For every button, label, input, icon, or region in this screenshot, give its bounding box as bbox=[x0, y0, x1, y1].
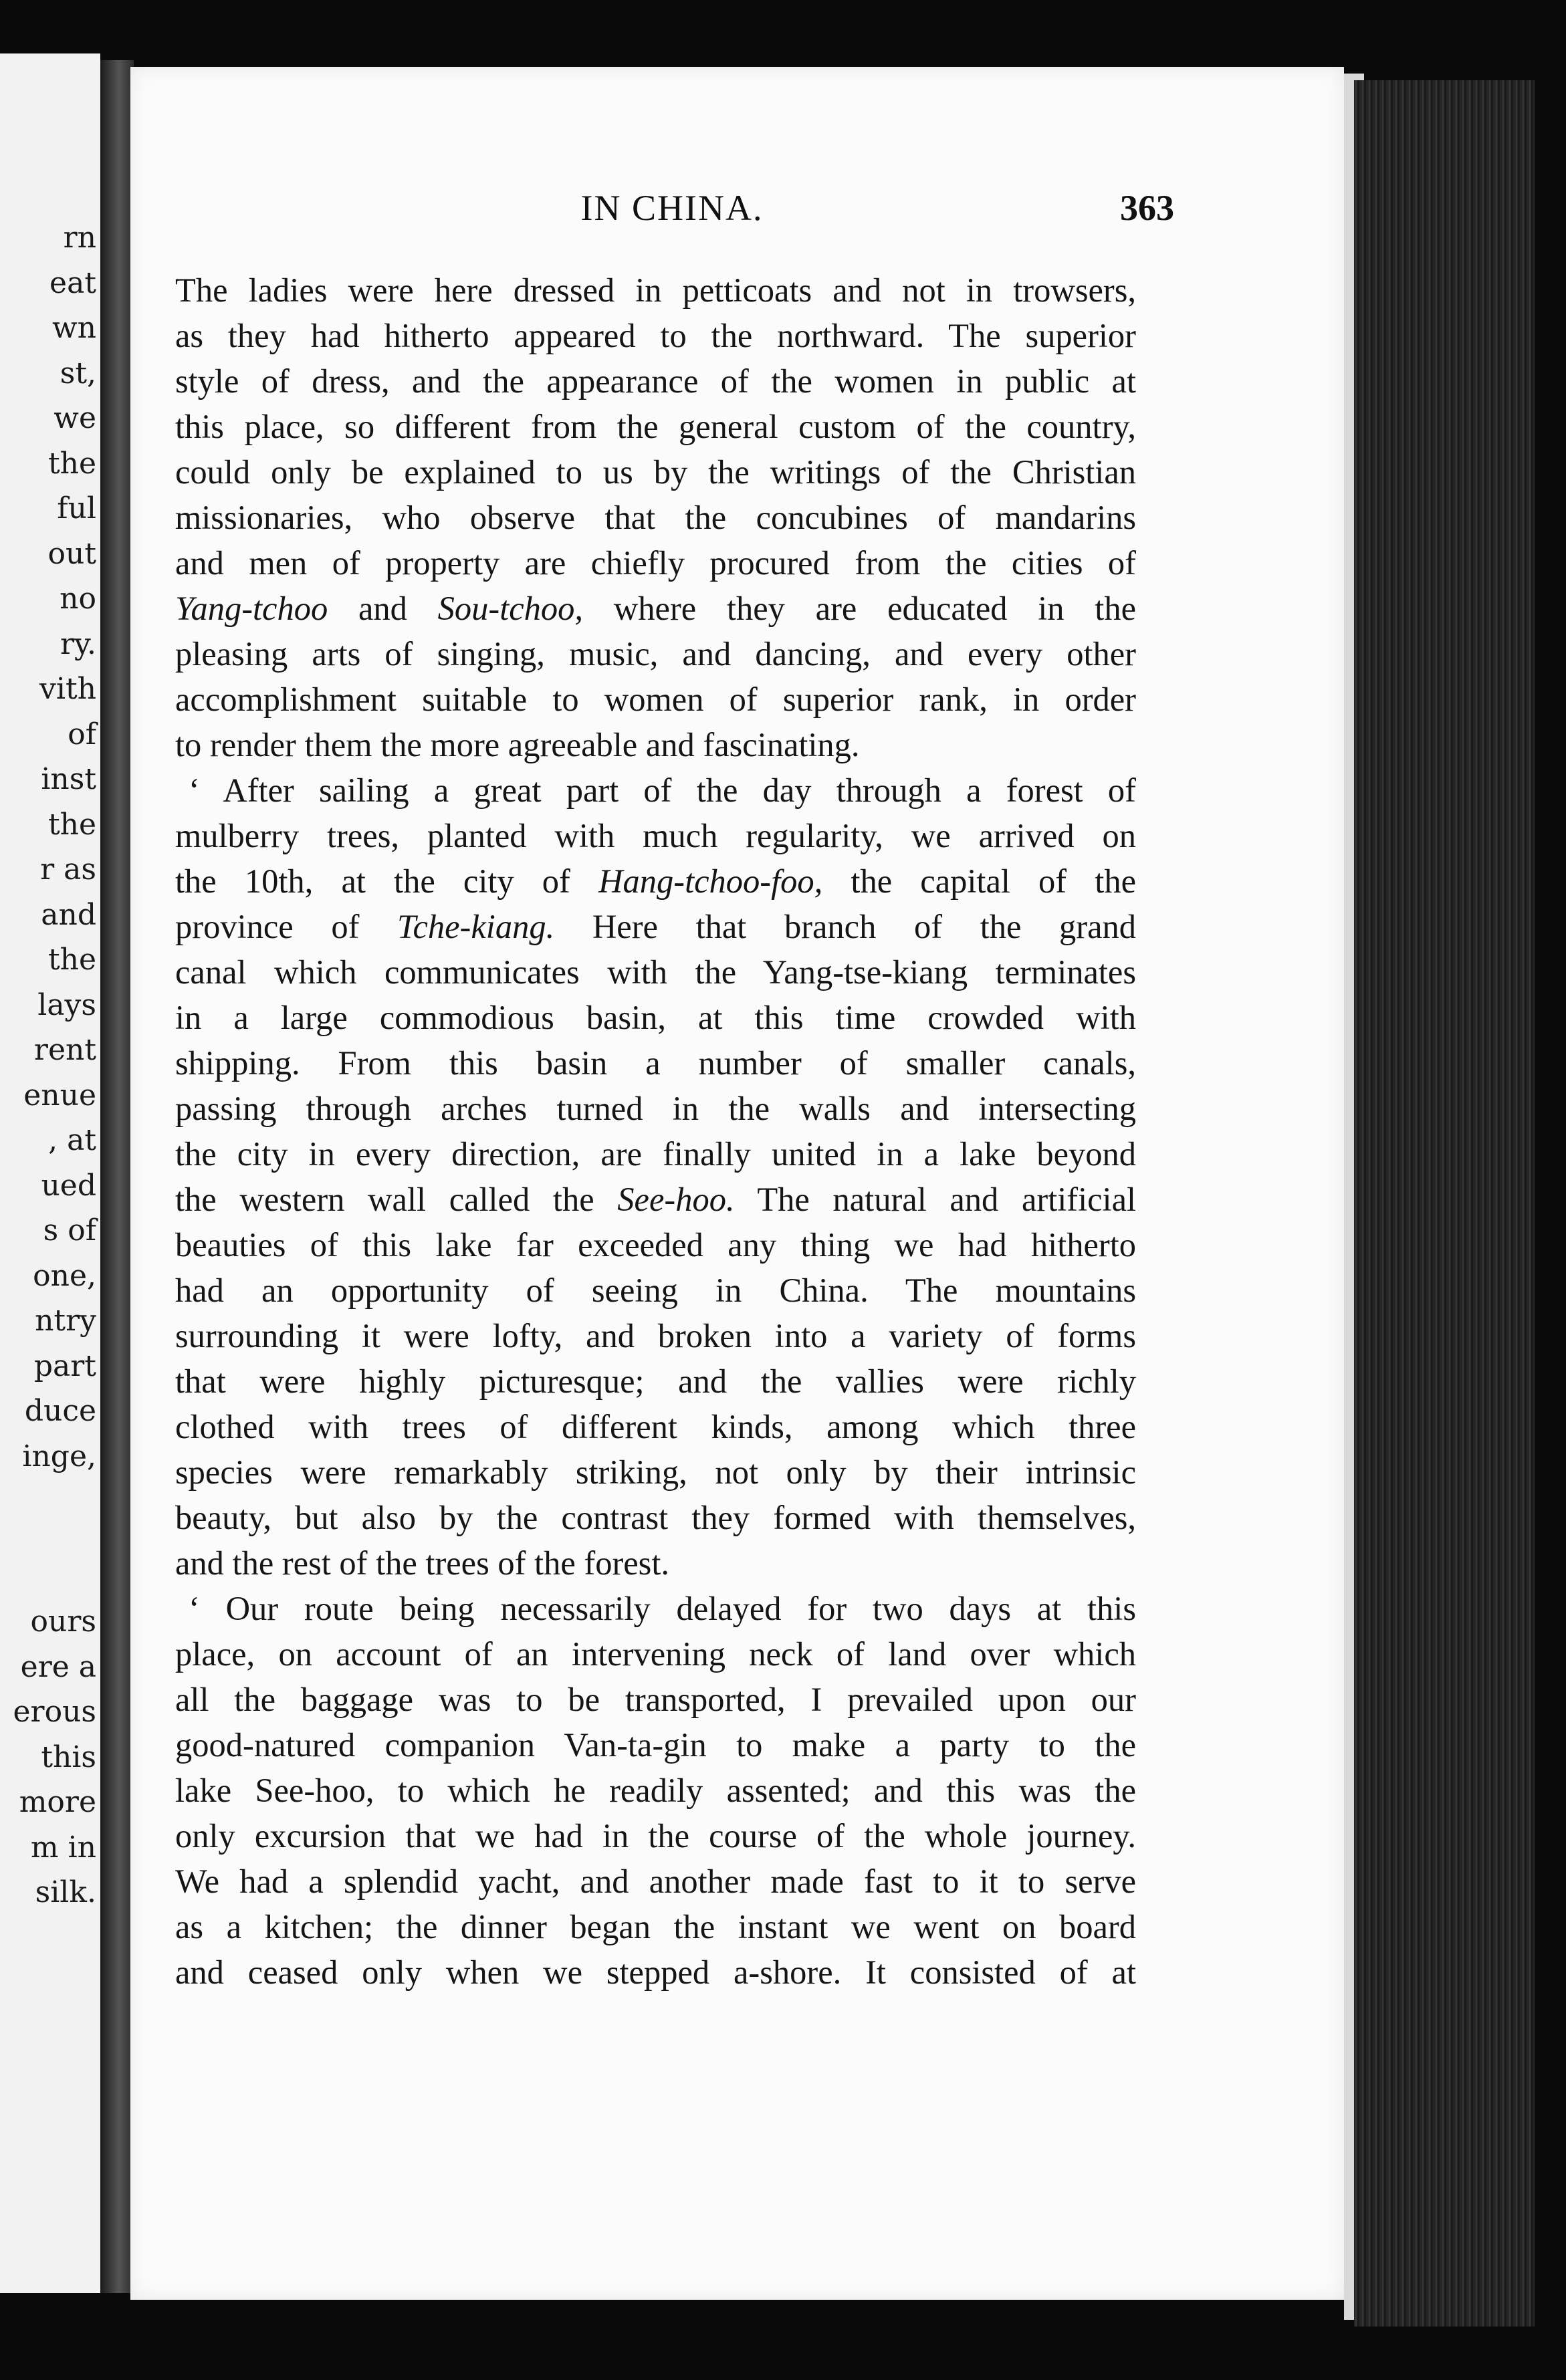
text-run: passing through arches turned in the walls and intersecting bbox=[175, 1090, 1136, 1127]
facing-page-fragment: this bbox=[41, 1740, 96, 1774]
text-run: clothed with trees of different kinds, among which three bbox=[175, 1408, 1136, 1445]
text-run: all the baggage was to be transported, I prevailed upon our bbox=[175, 1681, 1136, 1718]
text-run: ‘ After sailing a great part of the day through a forest of bbox=[189, 771, 1136, 809]
text-run: the 10th, at the city of bbox=[175, 862, 599, 900]
text-line bbox=[175, 1177, 1136, 1222]
text-line bbox=[175, 1222, 1136, 1268]
facing-page-fragment: the bbox=[47, 943, 96, 977]
text-line bbox=[175, 449, 1136, 495]
text-line bbox=[175, 495, 1136, 540]
running-title: IN CHINA. bbox=[580, 188, 764, 228]
text-line bbox=[175, 1949, 1136, 1995]
facing-page-left bbox=[0, 53, 100, 2293]
text-line bbox=[175, 722, 1136, 767]
text-run: The natural and artificial bbox=[734, 1181, 1137, 1218]
text-run: the capital of the bbox=[822, 862, 1136, 900]
facing-page-fragment: silk. bbox=[35, 1875, 96, 1909]
text-line bbox=[175, 1631, 1136, 1677]
text-run: had an opportunity of seeing in China. The mountains bbox=[175, 1272, 1136, 1309]
text-run: the city in every direction, are finally united in a lake beyond bbox=[175, 1135, 1136, 1173]
text-line bbox=[175, 677, 1136, 722]
facing-page-fragment: r as bbox=[40, 852, 96, 886]
text-line bbox=[175, 540, 1136, 586]
italic-run: Tche-kiang. bbox=[397, 908, 555, 945]
text-run: this place, so different from the general custom of the country, bbox=[175, 408, 1136, 445]
paragraph bbox=[175, 767, 1136, 1586]
text-run: species were remarkably striking, not only by their intrinsic bbox=[175, 1453, 1136, 1491]
text-run: surrounding it were lofty, and broken into a variety of forms bbox=[175, 1317, 1136, 1354]
text-line bbox=[175, 1404, 1136, 1449]
italic-run: Hang-tchoo-foo, bbox=[598, 862, 823, 900]
text-run: missionaries, who observe that the concubines of mandarins bbox=[175, 499, 1136, 536]
facing-page-fragment: , at bbox=[48, 1123, 96, 1157]
text-run: style of dress, and the appearance of the women in public at bbox=[175, 362, 1136, 400]
text-line bbox=[175, 631, 1136, 677]
facing-page-fragment: eat bbox=[49, 265, 96, 300]
facing-page-fragment: part bbox=[33, 1348, 96, 1383]
facing-page-fragment: vith bbox=[39, 672, 96, 706]
text-run: pleasing arts of singing, music, and dancing, and every other bbox=[175, 635, 1136, 673]
text-line bbox=[175, 358, 1136, 404]
text-line bbox=[175, 1859, 1136, 1904]
text-run: The ladies were here dressed in petticoats and not in trowsers, bbox=[175, 271, 1136, 309]
facing-page-fragment: m in bbox=[30, 1830, 96, 1865]
facing-page-fragment: one, bbox=[33, 1258, 96, 1293]
text-line bbox=[175, 1268, 1136, 1313]
facing-page-fragment: the bbox=[47, 446, 96, 481]
text-line bbox=[175, 404, 1136, 449]
text-run: accomplishment suitable to women of superior rank, in order bbox=[175, 681, 1136, 718]
text-run: lake See-hoo, to which he readily assented; and this was the bbox=[175, 1772, 1136, 1809]
text-line bbox=[175, 1813, 1136, 1859]
text-run: province of bbox=[175, 908, 398, 945]
page-number: 363 bbox=[1120, 188, 1174, 228]
text-line bbox=[175, 313, 1136, 358]
text-run: beauties of this lake far exceeded any thing we had hitherto bbox=[175, 1226, 1136, 1264]
running-head bbox=[130, 187, 1344, 241]
facing-page-fragment: the bbox=[47, 807, 96, 842]
facing-page-fragment: ntry bbox=[35, 1304, 96, 1338]
text-line bbox=[175, 858, 1136, 904]
text-run: that were highly picturesque; and the vallies were richly bbox=[175, 1362, 1136, 1400]
paragraph bbox=[175, 267, 1136, 767]
facing-page-fragment: erous bbox=[13, 1695, 96, 1729]
text-run: Here that branch of the grand bbox=[554, 908, 1137, 945]
facing-page-fragment: lays bbox=[37, 987, 96, 1022]
facing-page-fragment: ry. bbox=[60, 626, 96, 661]
text-run: and the rest of the trees of the forest. bbox=[175, 1544, 669, 1582]
facing-page-fragment: ere a bbox=[20, 1649, 96, 1684]
facing-page-fragment: inge, bbox=[22, 1439, 96, 1473]
text-run: and men of property are chiefly procured from the cities of bbox=[175, 544, 1136, 582]
page-stack-edge bbox=[1354, 80, 1535, 2327]
text-run: good-natured companion Van-ta-gin to make a party to the bbox=[175, 1726, 1136, 1764]
facing-page-fragment: no bbox=[60, 582, 96, 616]
facing-page-fragment: ued bbox=[41, 1168, 96, 1203]
text-line bbox=[175, 904, 1136, 949]
text-run: mulberry trees, planted with much regularity, we arrived on bbox=[175, 817, 1136, 854]
text-line bbox=[175, 1540, 1136, 1586]
text-run: to render them the more agreeable and fascinating. bbox=[175, 726, 860, 763]
text-line bbox=[175, 1449, 1136, 1495]
italic-run: Sou-tchoo, bbox=[437, 590, 584, 627]
text-line bbox=[175, 1495, 1136, 1540]
facing-page-fragment: ours bbox=[30, 1604, 96, 1639]
paragraph bbox=[175, 1586, 1136, 1995]
facing-page-fragment: st, bbox=[60, 356, 96, 390]
text-run: shipping. From this basin a number of smaller canals, bbox=[175, 1044, 1136, 1082]
text-line bbox=[175, 1131, 1136, 1177]
text-line bbox=[175, 1086, 1136, 1131]
text-line bbox=[175, 995, 1136, 1040]
text-line bbox=[175, 1904, 1136, 1949]
facing-page-fragment: more bbox=[19, 1785, 96, 1819]
body-text bbox=[175, 267, 1136, 1995]
text-run: as they had hitherto appeared to the northward. The superior bbox=[175, 317, 1136, 354]
facing-page-fragment: out bbox=[47, 536, 96, 571]
text-line bbox=[175, 1313, 1136, 1358]
facing-page-fragment: we bbox=[53, 401, 96, 435]
facing-page-fragment: enue bbox=[23, 1078, 96, 1112]
facing-page-fragment: rent bbox=[33, 1033, 96, 1067]
text-run: We had a splendid yacht, and another made fast to it to serve bbox=[175, 1863, 1136, 1900]
text-line bbox=[175, 1586, 1136, 1631]
book-gutter bbox=[100, 60, 134, 2293]
text-line bbox=[175, 949, 1136, 995]
text-run: where they are educated in the bbox=[583, 590, 1137, 627]
facing-page-fragment: rn bbox=[63, 221, 96, 255]
facing-page-fragment: s of bbox=[43, 1213, 96, 1247]
text-run: only excursion that we had in the course of the whole journey. bbox=[175, 1817, 1136, 1855]
text-run: the western wall called the bbox=[175, 1181, 618, 1218]
text-line bbox=[175, 267, 1136, 313]
text-run: canal which communicates with the Yang-tse-kiang terminates bbox=[175, 953, 1136, 991]
facing-page-fragment: inst bbox=[41, 762, 96, 796]
text-run: could only be explained to us by the writings of the Christian bbox=[175, 453, 1136, 491]
text-line bbox=[175, 767, 1136, 813]
text-line bbox=[175, 1768, 1136, 1813]
text-run: and ceased only when we stepped a-shore. It consisted of at bbox=[175, 1953, 1136, 1991]
facing-page-fragment: and bbox=[41, 897, 96, 932]
text-line bbox=[175, 1358, 1136, 1404]
text-run: and bbox=[328, 590, 438, 627]
text-run: in a large commodious basin, at this time crowded with bbox=[175, 999, 1136, 1036]
text-run: place, on account of an intervening neck of land over which bbox=[175, 1635, 1136, 1673]
text-line bbox=[175, 1677, 1136, 1722]
text-line bbox=[175, 813, 1136, 858]
text-line bbox=[175, 586, 1136, 631]
facing-page-fragment: wn bbox=[52, 311, 96, 345]
text-run: ‘ Our route being necessarily delayed for two days at this bbox=[189, 1590, 1136, 1627]
facing-page-fragment: duce bbox=[24, 1394, 96, 1428]
facing-page-fragment: ful bbox=[57, 491, 96, 525]
text-run: beauty, but also by the contrast they formed with themselves, bbox=[175, 1499, 1136, 1536]
book-page bbox=[130, 67, 1344, 2300]
facing-page-fragment: of bbox=[68, 717, 96, 751]
text-run: as a kitchen; the dinner began the instant we went on board bbox=[175, 1908, 1136, 1945]
italic-run: Yang-tchoo bbox=[175, 590, 328, 627]
italic-run: See-hoo. bbox=[617, 1181, 735, 1218]
text-line bbox=[175, 1722, 1136, 1768]
text-line bbox=[175, 1040, 1136, 1086]
